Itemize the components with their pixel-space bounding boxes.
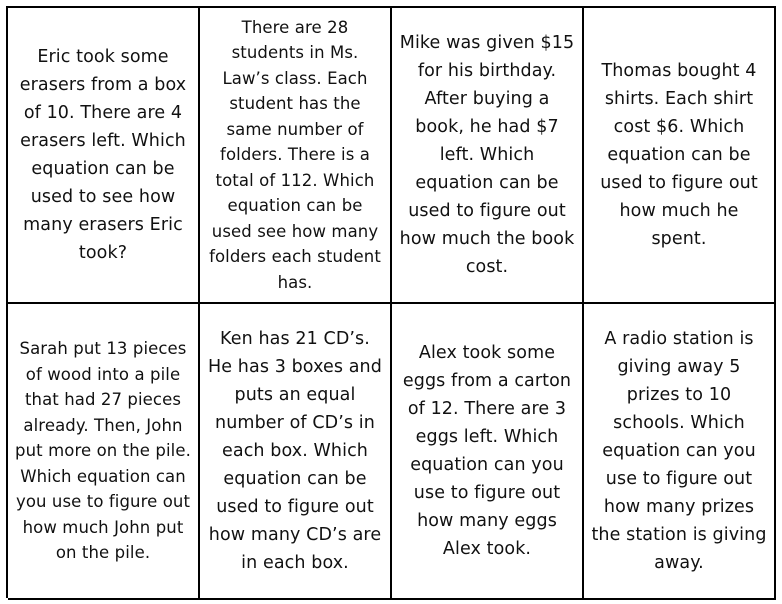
task-card-sarah-wood bbox=[8, 304, 200, 600]
card-text: Thomas bought 4 shirts. Each shirt cost $6. Which equation can be used to figure out how much he spent. bbox=[600, 61, 758, 249]
task-card-eric-erasers bbox=[8, 8, 200, 304]
task-card-ms-law-folders bbox=[200, 8, 392, 304]
card-text: Alex took some eggs from a carton of 12. There are 3 eggs left. Which equation can you use to figure out how many eggs Alex took. bbox=[402, 343, 572, 559]
card-text: There are 28 students in Ms. Law’s class. Each student has the same number of folders. There is a total of 112. Which equation can be used see how many folders each student has. bbox=[209, 17, 381, 292]
card-text: Sarah put 13 pieces of wood into a pile that had 27 pieces already. Then, John put more on the pile. Which equation can you use to figure out how much John put on the pile. bbox=[15, 339, 191, 563]
card-text: Eric took some erasers from a box of 10. There are 4 erasers left. Which equation can be used to see how many erasers Eric took? bbox=[19, 47, 187, 263]
task-card-ken-cds bbox=[200, 304, 392, 600]
task-card-mike-book bbox=[392, 8, 584, 304]
card-text: Mike was given $15 for his birthday. After buying a book, he had $7 left. Which equation can be used to figure out how much the book cost. bbox=[399, 33, 575, 277]
task-card-grid bbox=[6, 6, 776, 598]
card-text: A radio station is giving away 5 prizes to 10 schools. Which equation can you use to figure out how many prizes the station is giving away. bbox=[591, 329, 767, 573]
task-card-radio-prizes bbox=[584, 304, 776, 600]
task-card-thomas-shirts bbox=[584, 8, 776, 304]
task-card-alex-eggs bbox=[392, 304, 584, 600]
card-text: Ken has 21 CD’s. He has 3 boxes and puts an equal number of CD’s in each box. Which equation can be used to figure out how many CD’s are in each box. bbox=[208, 329, 382, 573]
